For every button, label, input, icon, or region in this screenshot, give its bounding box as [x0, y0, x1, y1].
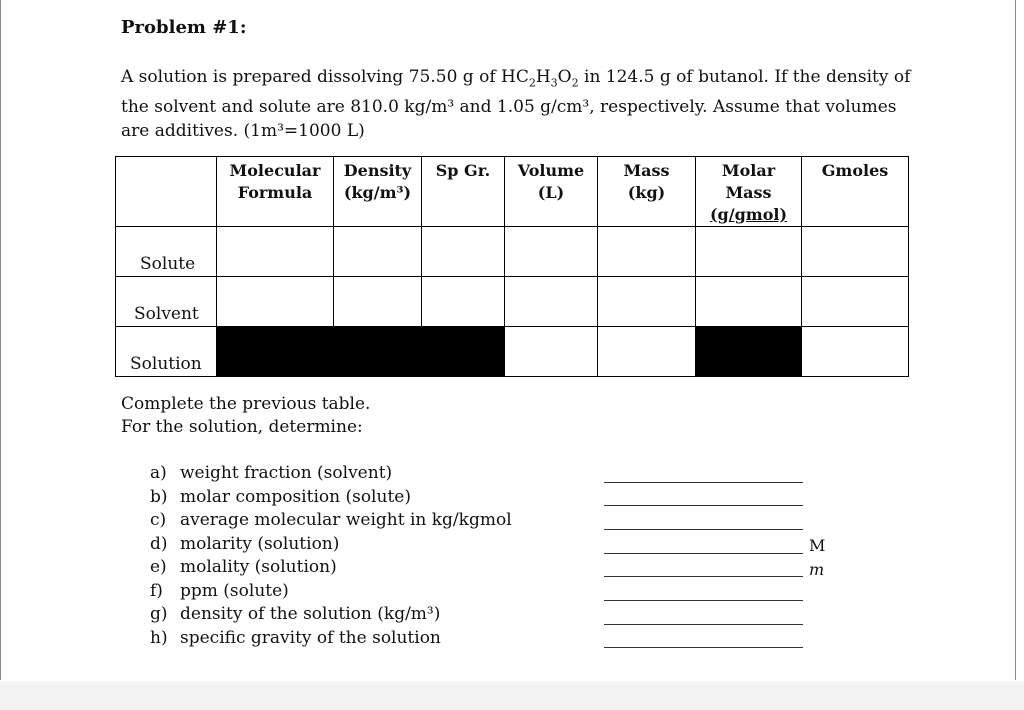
table-row	[116, 327, 909, 377]
header-row	[116, 157, 909, 227]
header-text: Molar	[721, 161, 776, 180]
question-item	[150, 462, 512, 486]
question-item	[150, 580, 512, 604]
question-text: ppm (solute)	[180, 580, 289, 601]
question-letter: b)	[150, 486, 168, 507]
table-cell[interactable]	[334, 277, 422, 327]
question-letter: f)	[150, 580, 163, 601]
question-list	[150, 462, 512, 650]
answer-blank-h[interactable]	[604, 647, 803, 648]
table-cell[interactable]	[422, 277, 505, 327]
statement-text: in 124.5 g of butanol. If the density of the solvent and solute are 810.0 kg/m³ and 1.05 g/cm³, respectively. Assume that volumes are additives. (1m³=1000 L)	[121, 67, 911, 142]
header-blank	[116, 157, 217, 227]
header-text: Volume	[517, 161, 585, 180]
table-cell[interactable]	[505, 227, 598, 277]
question-text: molality (solution)	[180, 557, 337, 577]
table-cell[interactable]	[598, 277, 696, 327]
header-mass	[598, 157, 696, 227]
blacked-out-cell	[422, 327, 505, 377]
question-text: weight fraction (solvent)	[180, 463, 393, 483]
header-text: Density	[343, 161, 412, 180]
statement-text: H	[535, 67, 551, 87]
blacked-out-cell	[334, 327, 422, 377]
answer-blank-e[interactable]	[604, 576, 803, 577]
table-cell[interactable]	[696, 277, 802, 327]
instructions	[121, 393, 370, 439]
row-label-solvent: Solvent	[116, 277, 217, 327]
header-density	[334, 157, 422, 227]
table-row	[116, 227, 909, 277]
table-cell[interactable]	[802, 227, 909, 277]
question-text: average molecular weight in kg/kgmol	[180, 510, 512, 530]
table-cell[interactable]	[598, 327, 696, 377]
table-cell[interactable]	[422, 227, 505, 277]
question-item	[150, 603, 512, 627]
table-cell[interactable]	[802, 327, 909, 377]
unit-molality: m	[809, 560, 825, 579]
table-cell[interactable]	[217, 277, 334, 327]
row-label-solute: Solute	[116, 227, 217, 277]
question-text: molar composition (solute)	[180, 486, 411, 507]
question-item	[150, 509, 512, 533]
table-cell[interactable]	[505, 277, 598, 327]
header-gmoles	[802, 157, 909, 227]
header-text: Sp Gr.	[435, 161, 491, 180]
question-item	[150, 533, 512, 557]
statement-text: O	[557, 67, 572, 87]
header-text: (kg)	[627, 183, 666, 202]
statement-text: A solution is prepared dissolving 75.50 g of HC	[121, 67, 529, 87]
header-text: (L)	[537, 183, 565, 202]
header-text: Formula	[237, 183, 313, 202]
question-text: specific gravity of the solution	[180, 627, 441, 648]
answer-blank-c[interactable]	[604, 529, 803, 530]
answer-blank-g[interactable]	[604, 624, 803, 625]
question-text: density of the solution (kg/m³)	[180, 604, 441, 624]
question-letter: h)	[150, 627, 168, 648]
header-molecular-formula	[217, 157, 334, 227]
header-text: Mass	[623, 161, 670, 180]
data-table	[115, 156, 909, 377]
answer-blank-d[interactable]	[604, 553, 803, 554]
header-sp-gr	[422, 157, 505, 227]
question-letter: g)	[150, 604, 168, 624]
question-text: molarity (solution)	[180, 533, 340, 554]
answer-blank-b[interactable]	[604, 505, 803, 506]
unit-molarity: M	[809, 536, 826, 555]
subscript: 3	[550, 76, 558, 90]
table-cell[interactable]	[217, 227, 334, 277]
question-letter: a)	[150, 463, 167, 483]
header-volume	[505, 157, 598, 227]
instruction-line: Complete the previous table.	[121, 394, 371, 414]
table-cell[interactable]	[505, 327, 598, 377]
blacked-out-cell	[696, 327, 802, 377]
header-text: Gmoles	[821, 161, 889, 180]
problem-statement	[121, 65, 921, 143]
page-right-edge	[1015, 0, 1016, 680]
question-item	[150, 486, 512, 510]
answer-blank-f[interactable]	[604, 600, 803, 601]
subscript: 2	[571, 76, 579, 90]
bottom-band	[0, 681, 1024, 710]
problem-title: Problem #1:	[121, 17, 247, 38]
table-cell[interactable]	[598, 227, 696, 277]
header-text: (kg/m³)	[343, 183, 412, 202]
question-letter: d)	[150, 533, 168, 554]
page-left-edge	[0, 0, 1, 680]
header-text: (g/gmol)	[709, 205, 788, 224]
table-cell[interactable]	[802, 277, 909, 327]
row-label-solution: Solution	[116, 327, 217, 377]
header-text: Molecular	[229, 161, 321, 180]
subscript: 2	[528, 76, 536, 90]
table-cell[interactable]	[334, 227, 422, 277]
question-letter: c)	[150, 510, 167, 530]
header-text: Mass	[725, 183, 772, 202]
instruction-line: For the solution, determine:	[121, 417, 363, 437]
table-row	[116, 277, 909, 327]
answer-blank-a[interactable]	[604, 482, 803, 483]
blacked-out-cell	[217, 327, 334, 377]
question-item	[150, 556, 512, 580]
table-cell[interactable]	[696, 227, 802, 277]
header-molar-mass	[696, 157, 802, 227]
question-letter: e)	[150, 557, 167, 577]
question-item	[150, 627, 512, 651]
